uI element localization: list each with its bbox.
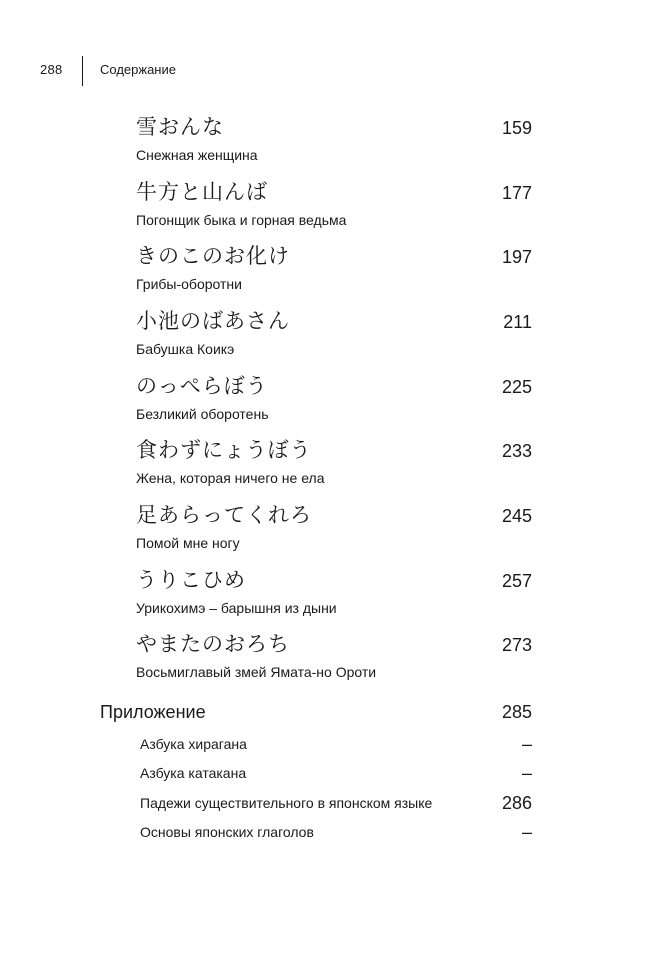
appendix-item-title: Азбука хирагана xyxy=(140,736,247,752)
entry-russian-title: Урикохимэ – барышня из дыни xyxy=(136,600,337,616)
entry-japanese-title: 雪おんな xyxy=(136,115,224,139)
page-header xyxy=(40,56,440,92)
entry-russian-title: Снежная женщина xyxy=(136,147,258,163)
entry-japanese-title: やまたのおろち xyxy=(136,632,290,656)
appendix-item-title: Основы японских глаголов xyxy=(140,824,314,840)
entry-japanese-title: 小池のばあさん xyxy=(136,309,290,333)
entry-russian-title: Погонщик быка и горная ведьма xyxy=(136,212,347,228)
appendix-item-page: – xyxy=(521,734,532,754)
entry-page-number: 159 xyxy=(501,118,532,138)
entry-russian-title: Жена, которая ничего не ела xyxy=(136,470,325,486)
entry-page-number: 245 xyxy=(501,506,532,526)
appendix-item xyxy=(140,735,532,755)
appendix-heading xyxy=(100,701,532,725)
entry-russian-title: Восьмиглавый змей Ямата-но Ороти xyxy=(136,664,377,680)
entry-page-number: 233 xyxy=(501,441,532,461)
appendix-item xyxy=(140,823,532,843)
entry-russian-title: Помой мне ногу xyxy=(136,535,240,551)
entry-japanese-title: 足あらってくれろ xyxy=(136,503,312,527)
entry-page-number: 211 xyxy=(503,312,532,332)
running-title: Содержание xyxy=(100,62,176,77)
entry-japanese-title: のっぺらぼう xyxy=(136,374,268,398)
page-number: 288 xyxy=(40,62,63,77)
appendix-item xyxy=(140,764,532,784)
entry-russian-title: Грибы-оборотни xyxy=(136,276,242,292)
appendix-item-page: – xyxy=(521,822,532,842)
appendix-item-page: – xyxy=(521,763,532,783)
entry-page-number: 197 xyxy=(501,247,532,267)
entry-page-number: 273 xyxy=(501,635,532,655)
appendix-item-page: 286 xyxy=(501,793,532,813)
entry-japanese-title: うりこひめ xyxy=(136,568,246,592)
entry-page-number: 257 xyxy=(501,571,532,591)
entry-page-number: 225 xyxy=(501,377,532,397)
entry-japanese-title: 牛方と山んば xyxy=(136,180,268,204)
appendix-item-title: Падежи существительного в японском языке xyxy=(140,795,433,811)
entry-japanese-title: きのこのお化け xyxy=(136,244,290,268)
entry-russian-title: Бабушка Коикэ xyxy=(136,341,235,357)
entry-russian-title: Безликий оборотень xyxy=(136,406,269,422)
entry-page-number: 177 xyxy=(501,183,532,203)
appendix-title: Приложение xyxy=(100,702,206,722)
header-divider xyxy=(82,56,83,86)
appendix-item xyxy=(140,794,532,814)
entry-japanese-title: 食わずにょうぼう xyxy=(136,438,312,462)
appendix-page-number: 285 xyxy=(501,702,532,722)
appendix-item-title: Азбука катакана xyxy=(140,765,247,781)
